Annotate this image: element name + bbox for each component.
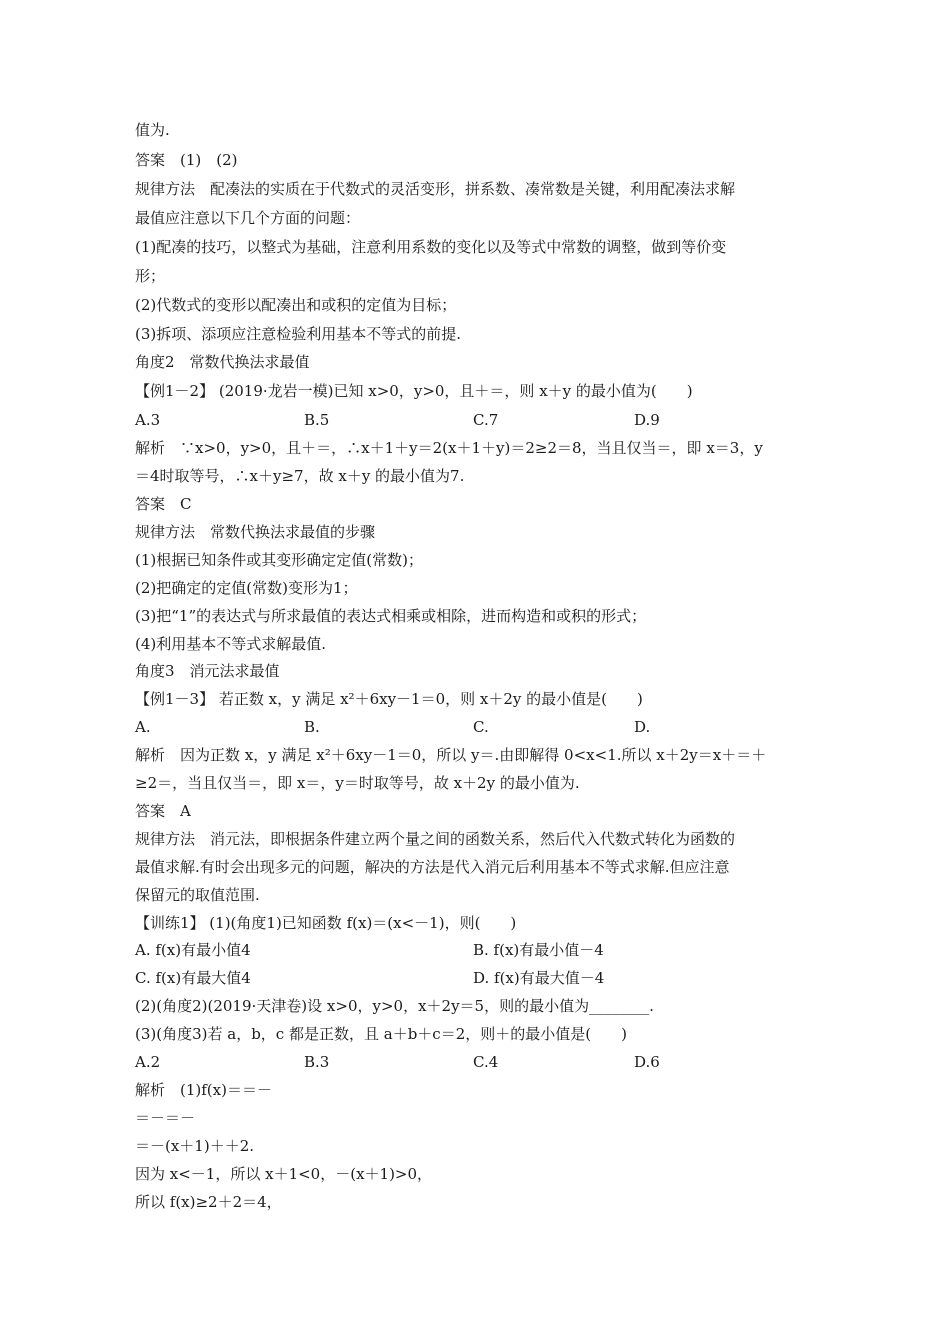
solution-line: ＝4时取等号，∴x＋y≥7，故 x＋y 的最小值为7.: [135, 467, 465, 485]
solution-line: ＝－＝－: [135, 1109, 196, 1127]
option-c: C.7: [473, 411, 499, 429]
text-line: 值为.: [135, 121, 170, 139]
method-item: (2)把确定的定值(常数)变形为1；: [135, 579, 358, 597]
exercise-question: 【训练1】 (1)(角度1)已知函数 f(x)＝(x<－1)，则( ): [135, 914, 517, 932]
method-paragraph-line: 最值求解.有时会出现多元的问题，解决的方法是代入消元后利用基本不等式求解.但应注意: [135, 858, 730, 876]
solution-line: 解析 ∵x>0，y>0，且＋＝，∴x＋1＋y＝2(x＋1＋y)＝2≥2＝8，当且仅当＝，即 x＝3，y: [135, 439, 763, 457]
example-question: 【例1－3】 若正数 x，y 满足 x²＋6xy－1＝0，则 x＋2y 的最小值是( ): [135, 690, 643, 708]
answer-line: 答案 C: [135, 495, 192, 513]
solution-line: ≥2＝，当且仅当＝，即 x＝，y＝时取等号，故 x＋2y 的最小值为.: [135, 774, 580, 792]
method-item: 形；: [135, 267, 166, 285]
example-question: 【例1－2】 (2019·龙岩一模)已知 x>0，y>0，且＋＝，则 x＋y 的最小值为( ): [135, 382, 693, 400]
section-heading: 角度2 常数代换法求最值: [135, 353, 310, 371]
answer-line: 答案 (1) (2): [135, 151, 238, 169]
option-c: C.4: [473, 1053, 499, 1071]
solution-line: 因为 x<－1，所以 x＋1<0，－(x＋1)>0，: [135, 1165, 433, 1183]
option-d: D.: [634, 718, 651, 736]
method-paragraph-line: 规律方法 配凑法的实质在于代数式的灵活变形，拼系数、凑常数是关键，利用配凑法求解: [135, 180, 736, 198]
option-a: A.3: [135, 411, 161, 429]
solution-line: ＝－(x＋1)＋＋2.: [135, 1137, 255, 1155]
option-d: D.9: [634, 411, 660, 429]
option-a: A.2: [135, 1053, 161, 1071]
method-item: (2)代数式的变形以配凑出和或积的定值为目标；: [135, 296, 457, 314]
method-item: (3)拆项、添项应注意检验利用基本不等式的前提.: [135, 325, 462, 343]
method-item: (1)根据已知条件或其变形确定定值(常数)；: [135, 551, 423, 569]
method-item: (3)把“1”的表达式与所求最值的表达式相乘或相除，进而构造和或积的形式；: [135, 607, 647, 625]
option-c: C. f(x)有最大值4: [135, 969, 251, 987]
method-paragraph-line: 规律方法 消元法，即根据条件建立两个量之间的函数关系，然后代入代数式转化为函数的: [135, 830, 736, 848]
option-b: B.3: [304, 1053, 330, 1071]
answer-line: 答案 A: [135, 802, 191, 820]
method-item: (1)配凑的技巧，以整式为基础，注意利用系数的变化以及等式中常数的调整，做到等价变: [135, 238, 727, 256]
section-heading: 角度3 消元法求最值: [135, 662, 280, 680]
solution-line: 解析 因为正数 x，y 满足 x²＋6xy－1＝0，所以 y＝.由即解得 0<x<1.所以 x＋2y＝x＋＝＋: [135, 746, 767, 764]
option-d: D. f(x)有最大值－4: [473, 969, 605, 987]
method-paragraph-line: 最值应注意以下几个方面的问题：: [135, 209, 361, 227]
method-item: (4)利用基本不等式求解最值.: [135, 635, 327, 653]
solution-line: 解析 (1)f(x)＝＝－: [135, 1081, 272, 1099]
option-c: C.: [473, 718, 489, 736]
option-b: B. f(x)有最小值－4: [473, 941, 604, 959]
option-b: B.: [304, 718, 320, 736]
method-heading: 规律方法 常数代换法求最值的步骤: [135, 523, 376, 541]
exercise-question: (2)(角度2)(2019·天津卷)设 x>0，y>0，x＋2y＝5，则的最小值为________.: [135, 997, 654, 1015]
option-d: D.6: [634, 1053, 660, 1071]
method-paragraph-line: 保留元的取值范围.: [135, 886, 260, 904]
exercise-question: (3)(角度3)若 a，b，c 都是正数，且 a＋b＋c＝2，则＋的最小值是( ): [135, 1025, 627, 1043]
solution-line: 所以 f(x)≥2＋2＝4，: [135, 1193, 282, 1211]
option-b: B.5: [304, 411, 330, 429]
option-a: A.: [135, 718, 151, 736]
option-a: A. f(x)有最小值4: [135, 941, 251, 959]
